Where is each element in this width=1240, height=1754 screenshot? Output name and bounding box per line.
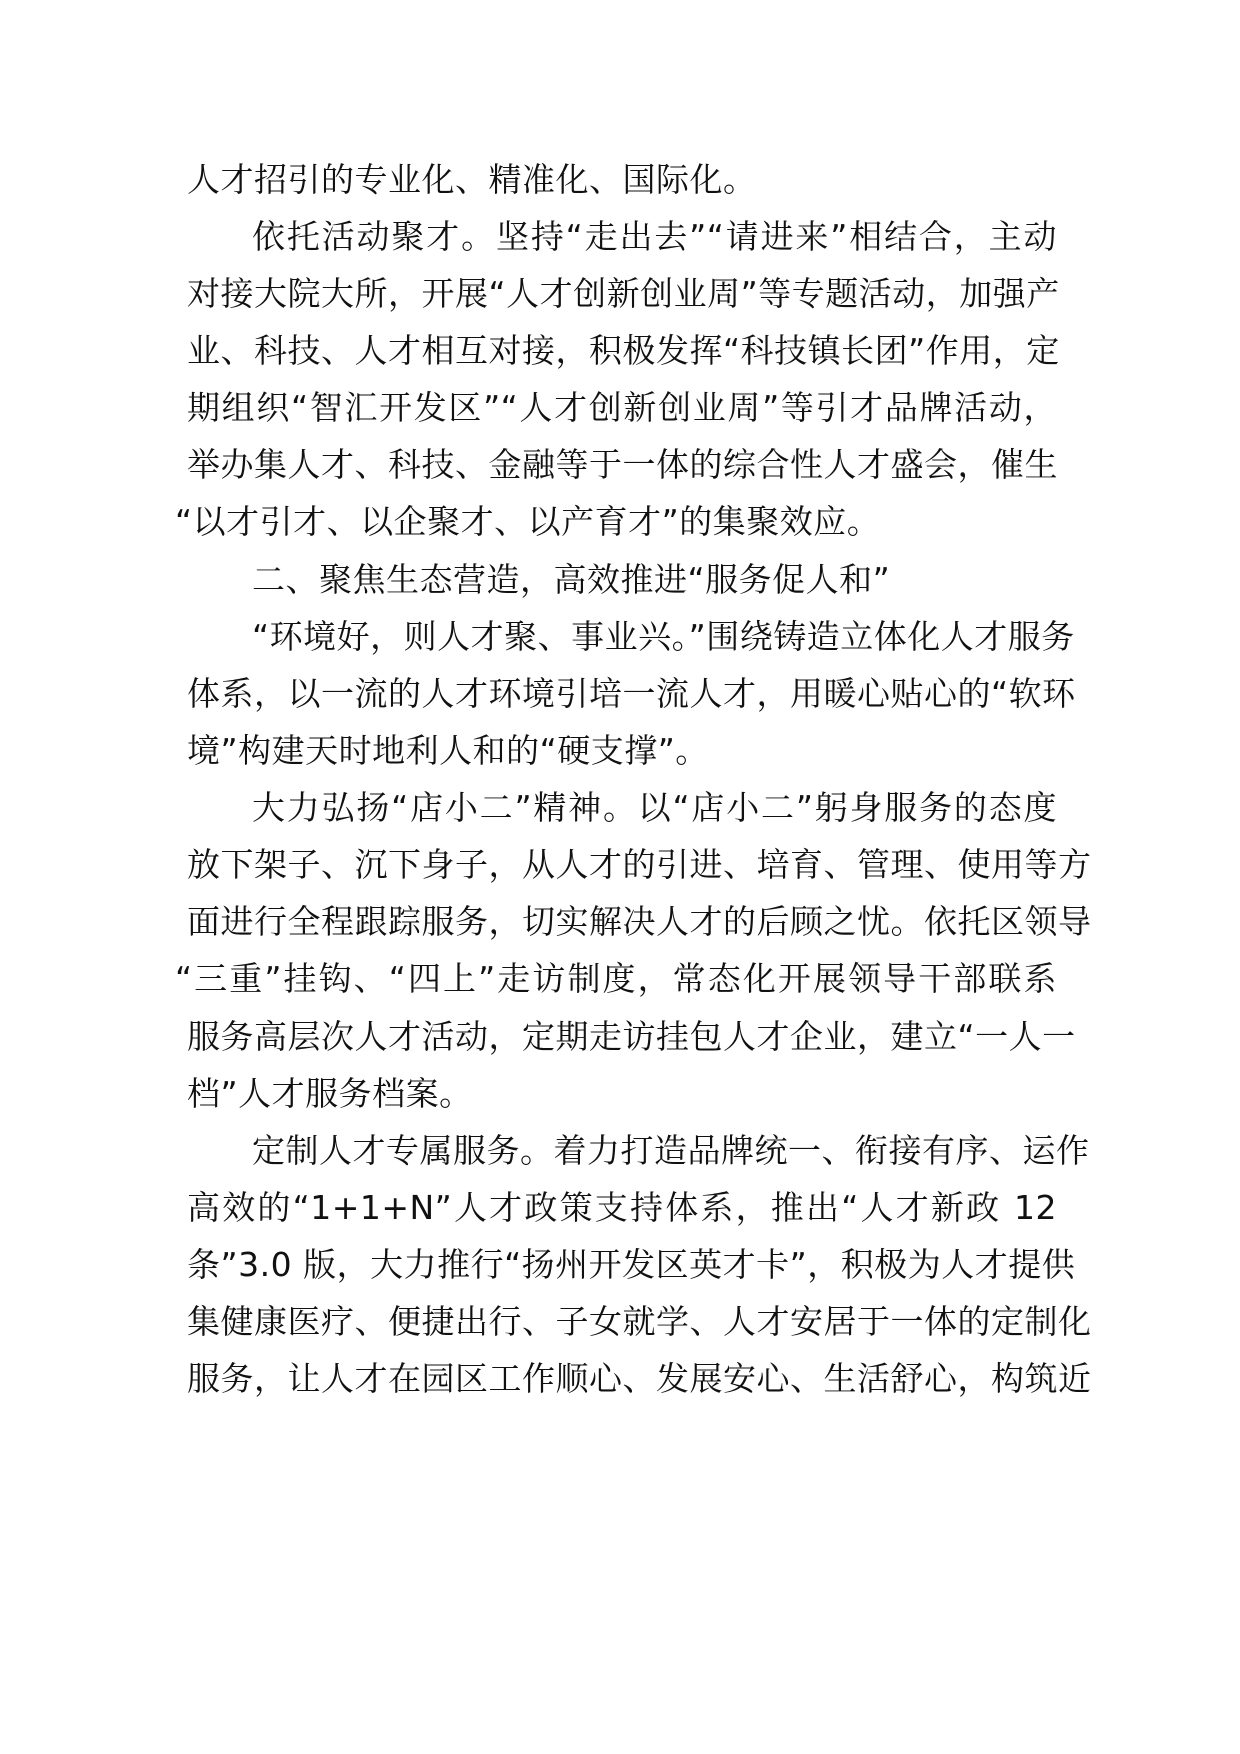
text-line-7: “以才引才、以企聚才、以产育才”的集聚效应。 [175,502,881,541]
section-heading: 二、聚焦生态营造，高效推进“服务促人和” [252,560,891,599]
text-line-22: 服务，让人才在园区工作顺心、发展安心、生活舒心，构筑近 [187,1359,1092,1398]
text-line-13: 放下架子、沉下身子，从人才的引进、培育、管理、使用等方 [187,845,1092,884]
text-line-19: 高效的“1+1+N”人才政策支持体系，推出“人才新政 12 [187,1188,1057,1227]
text-line-14: 面进行全程跟踪服务，切实解决人才的后顾之忧。依托区领导 [187,902,1092,941]
text-line-20: 条”3.0 版，大力推行“扬州开发区英才卡”，积极为人才提供 [187,1245,1076,1284]
text-line-3: 对接大院大所，开展“人才创新创业周”等专题活动，加强产 [187,274,1060,313]
text-line-2: 依托活动聚才。坚持“走出去”“请进来”相结合，主动 [252,217,1057,256]
text-line-12: 大力弘扬“店小二”精神。以“店小二”躬身服务的态度 [252,788,1057,827]
text-line-15: “三重”挂钩、“四上”走访制度，常态化开展领导干部联系 [175,959,1057,998]
text-line-1: 人才招引的专业化、精准化、国际化。 [187,160,757,199]
text-line-18: 定制人才专属服务。着力打造品牌统一、衔接有序、运作 [252,1131,1090,1170]
text-line-17: 档”人才服务档案。 [187,1074,473,1113]
text-line-9: “环境好，则人才聚、事业兴。”围绕铸造立体化人才服务 [252,617,1075,656]
text-line-11: 境”构建天时地利人和的“硬支撑”。 [187,731,709,770]
text-line-16: 服务高层次人才活动，定期走访挂包人才企业，建立“一人一 [187,1017,1076,1056]
text-line-6: 举办集人才、科技、金融等于一体的综合性人才盛会，催生 [187,445,1058,484]
text-line-10: 体系，以一流的人才环境引培一流人才，用暖心贴心的“软环 [187,674,1076,713]
text-line-5: 期组织“智汇开发区”“人才创新创业周”等引才品牌活动， [187,388,1057,427]
text-line-21: 集健康医疗、便捷出行、子女就学、人才安居于一体的定制化 [187,1302,1092,1341]
text-line-4: 业、科技、人才相互对接，积极发挥“科技镇长团”作用，定 [187,331,1060,370]
